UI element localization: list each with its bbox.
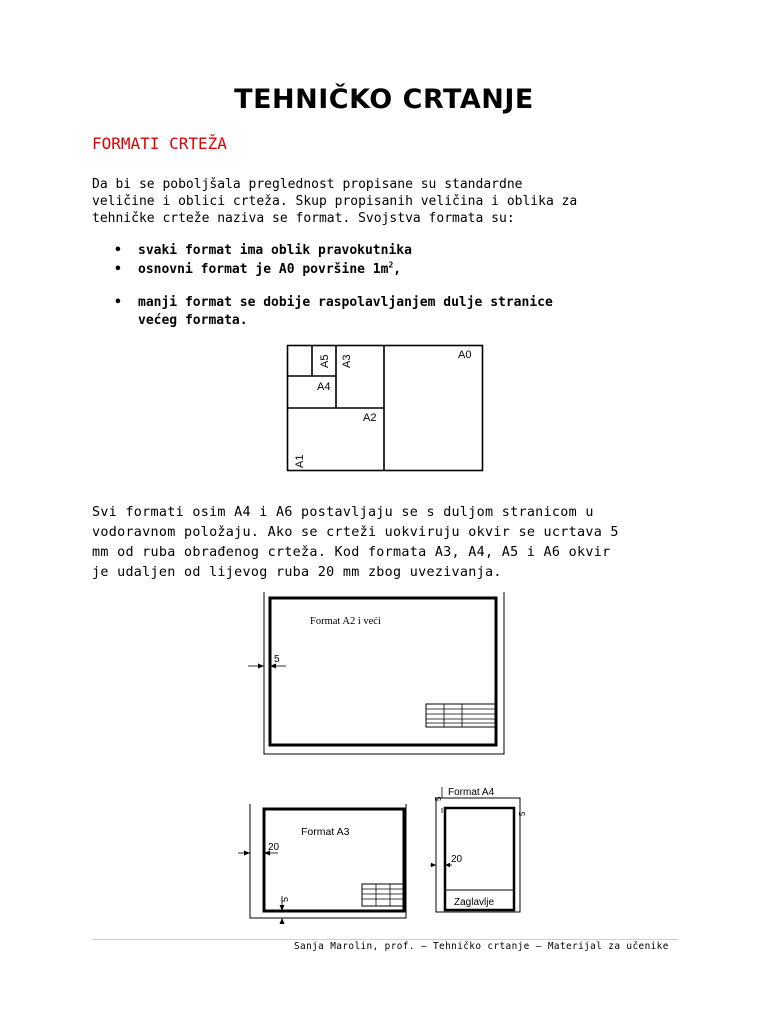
title-block-label: Zaglavlje	[454, 897, 495, 908]
dimension-arrow	[258, 664, 264, 669]
dimension-label: 20	[268, 842, 280, 853]
list-item-text: osnovni format je A0 površine 1m	[138, 262, 389, 277]
list-item-text: ,	[393, 262, 402, 277]
drawing-frame	[264, 809, 404, 911]
dimension-label: 5	[274, 654, 280, 665]
dimension-arrow	[431, 863, 436, 867]
page-footer: Sanja Marolin, prof. – Tehničko crtanje – Materijal za učenike	[294, 941, 669, 952]
figure-title: Format A3	[301, 826, 350, 838]
section-heading: FORMATI CRTEŽA	[92, 134, 227, 153]
footer-divider	[92, 939, 678, 940]
label-a1: A1	[294, 454, 306, 468]
sheet-edge	[264, 592, 504, 754]
format-a2-figure	[234, 590, 508, 758]
intro-line: veličine i oblici crteža. Skup propisanih veličina i oblika za	[92, 194, 578, 209]
label-a0: A0	[458, 349, 472, 361]
page-title: TEHNIČKO CRTANJE	[234, 84, 534, 115]
intro-line: tehničke crteže naziva se format. Svojstva formata su:	[92, 211, 515, 226]
bullet-marker: •	[114, 243, 122, 258]
label-a5: A5	[319, 354, 331, 368]
label-a4: A4	[317, 381, 331, 393]
figure-title: Format A4	[448, 787, 495, 798]
property-list	[0, 242, 768, 342]
dimension-arrow	[244, 851, 250, 856]
format-a4-figure	[428, 783, 528, 915]
paragraph-line: mm od ruba obrađenog crteža. Kod formata A3, A4, A5 i A6 okvir	[92, 545, 611, 560]
title-block	[426, 704, 496, 727]
superscript: 2	[388, 260, 394, 270]
orientation-paragraph	[92, 503, 619, 583]
label-a3: A3	[341, 354, 353, 368]
bullet-marker: •	[114, 262, 122, 277]
bullet-marker: •	[114, 295, 122, 310]
dimension-label: 5	[280, 896, 290, 902]
list-item: svaki format ima oblik pravokutnika	[138, 243, 412, 258]
dimension-label: 20	[451, 854, 463, 865]
list-item: manji format se dobije raspolavljanjem dulje stranice	[138, 295, 553, 310]
list-item	[138, 261, 401, 278]
paragraph-line: je udaljen od lijevog ruba 20 mm zbog uvezivanja.	[92, 565, 502, 580]
label-a2: A2	[363, 412, 377, 424]
intro-paragraph	[92, 176, 577, 227]
sheet-edge	[250, 804, 406, 918]
dimension-label: 5	[434, 796, 443, 801]
title-block	[362, 884, 404, 906]
dimension-arrow	[280, 918, 285, 924]
format-subdivision-figure	[286, 344, 484, 472]
intro-line: Da bi se poboljšala preglednost propisane su standardne	[92, 177, 523, 192]
list-item-continuation: većeg formata.	[138, 313, 248, 328]
format-a3-figure	[238, 800, 410, 924]
figure-title: Format A2 i veći	[310, 616, 381, 627]
sheet-edge	[436, 798, 520, 912]
paragraph-line: vodoravnom položaju. Ako se crteži uokviruju okvir se ucrtava 5	[92, 525, 619, 540]
paragraph-line: Svi formati osim A4 i A6 postavljaju se s duljom stranicom u	[92, 505, 594, 520]
dimension-label: 5	[518, 811, 527, 816]
